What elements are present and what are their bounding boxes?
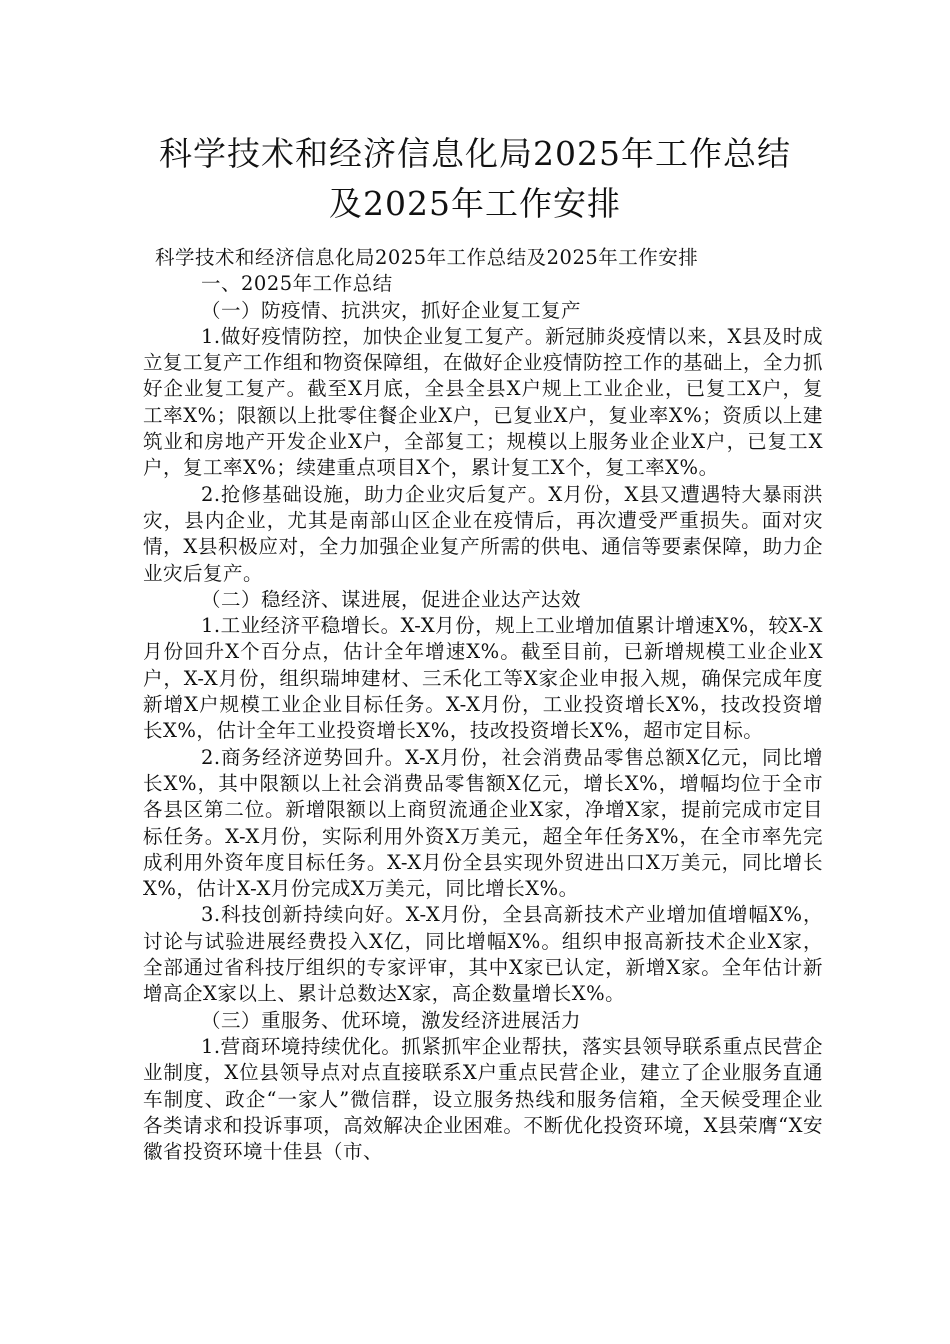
subsection-heading-3: （三）重服务、优环境，激发经济进展活力 [201, 1008, 582, 1032]
section-heading-summary: 一、2025年工作总结 [201, 272, 393, 296]
paragraph-commerce-recovery: 2.商务经济逆势回升。X-X月份，社会消费品零售总额X亿元，同比增长X%，其中限额以上社会消费品零售额X亿元，增长X%，增幅均位于全市各县区第二位。新增限额以上商贸流通企业X家，净增X家，提前完成市定目标任务。X-X月份，实际利用外资X万美元，超全年任务X%，在全市率先完成利用外资年度目标任务。X-X月份全县实现外贸进出口X万美元，同比增长X%，估计X-X月份完成X万美元，同比增长X%。 [143, 745, 823, 901]
document-title-line-1: 科学技术和经济信息化局2025年工作总结 [159, 134, 791, 173]
paragraph-industrial-growth: 1.工业经济平稳增长。X-X月份，规上工业增加值累计增速X%，较X-X月份回升X个百分点，估计全年增速X%。截至目前，已新增规模工业企业X户，X-X月份，组织瑞坤建材、三禾化工等X家企业申报入规，确保完成年度新增X户规模工业企业目标任务。X-X月份，工业投资增长X%，技改投资增长X%，估计全年工业投资增长X%，技改投资增长X%，超市定目标。 [143, 614, 823, 743]
paragraph-epidemic-control: 1.做好疫情防控，加快企业复工复产。新冠肺炎疫情以来，X县及时成立复工复产工作组和物资保障组，在做好企业疫情防控工作的基础上，全力抓好企业复工复产。截至X月底，全县全县X户规上工业企业，已复工X户，复工率X%；限额以上批零住餐企业X户，已复业X户，复业率X%；资质以上建筑业和房地产开发企业X户，全部复工；规模以上服务业企业X户，已复工X户，复工率X%；续建重点项目X个，累计复工X个，复工率X%。 [143, 324, 824, 480]
paragraph-tech-innovation: 3.科技创新持续向好。X-X月份，全县高新技术产业增加值增幅X%，讨论与试验进展经费投入X亿，同比增幅X%。组织申报高新技术企业X家，全部通过省科技厅组织的专家评审，其中X家已认定，新增X家。全年估计新增高企X家以上、累计总数达X家，高企数量增长X%。 [143, 903, 823, 1006]
subsection-heading-1: （一）防疫情、抗洪灾，抓好企业复工复产 [201, 298, 582, 322]
document-title-line-2: 及2025年工作安排 [329, 184, 621, 223]
document-subtitle: 科学技术和经济信息化局2025年工作总结及2025年工作安排 [155, 246, 699, 269]
paragraph-business-environment: 1.营商环境持续优化。抓紧抓牢企业帮扶，落实县领导联系重点民营企业制度，X位县领导点对点直接联系X户重点民营企业，建立了企业服务直通车制度、政企“一家人”微信群，设立服务热线和服务信箱，全天候受理企业各类请求和投诉事项，高效解决企业困难。不断优化投资环境，X县荣膺“X安徽省投资环境十佳县（市、 [143, 1034, 823, 1164]
paragraph-infrastructure-repair: 2.抢修基础设施，助力企业灾后复产。X月份，X县又遭遇特大暴雨洪灾，县内企业，尤其是南部山区企业在疫情后，再次遭受严重损失。面对灾情，X县积极应对，全力加强企业复产所需的供电、通信等要素保障，助力企业灾后复产。 [143, 482, 823, 585]
subsection-heading-2: （二）稳经济、谋进展，促进企业达产达效 [201, 587, 582, 611]
document-body [143, 245, 823, 1165]
